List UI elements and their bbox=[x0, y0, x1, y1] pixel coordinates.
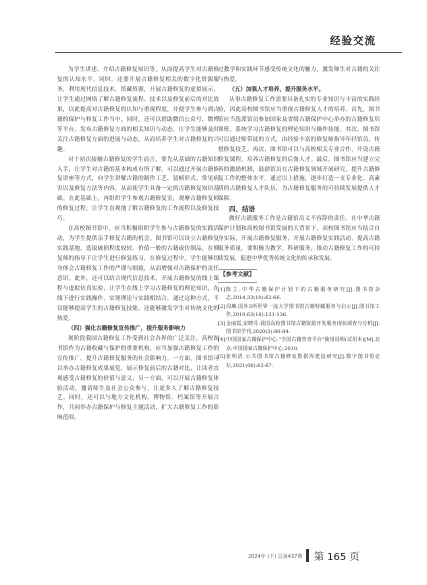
right-column bbox=[218, 66, 380, 370]
subsection-heading: （四）强化古籍修复宣传推广，提升服务影响力 bbox=[68, 325, 186, 332]
section-title: 经验交流 bbox=[330, 35, 376, 47]
reference-item bbox=[218, 336, 380, 353]
reference-text: 陈立.中华古籍保护计划下的古籍服务研究[J].图书馆杂志,2014,33(10):62-66. bbox=[226, 287, 380, 302]
reference-item bbox=[218, 353, 380, 370]
references bbox=[218, 269, 380, 370]
reference-number: [2] bbox=[218, 303, 226, 310]
body-paragraph: 现阶段我国古籍修复工作受到社会各界的广泛关注，高校图书馆作为古籍收藏与保护的重要机构，应当加强古籍修复工作的宣传推广，提升古籍修复服务的社会影响力。一方面，图书馆可以举办古籍修复成果展览，展示修复前后的古籍对比，让读者直观感受古籍修复的价值与意义；另一方面，可以开展古籍修复体验活动，邀请师生及社会公众参与，让更多人了解古籍修复技艺。同时，还可以与地方文化机构、博物馆、档案馆等开展合作，共同举办古籍保护与修复主题活动，扩大古籍修复工作的影响范围。 bbox=[57, 335, 219, 422]
issue-info: 2024年 (下) 总第437期 bbox=[248, 554, 303, 560]
reference-text: 周琳.国外3所世界一流大学图书馆古籍特藏服务与启示[J].图书馆工作,2019,63(18):131-136. bbox=[226, 303, 380, 319]
reference-item bbox=[218, 303, 380, 320]
page-footer bbox=[248, 548, 408, 564]
reference-item bbox=[218, 320, 380, 337]
reference-number: [3] bbox=[218, 320, 226, 327]
reference-text: 金丽霞,宋晓芬.我国高校图书馆古籍资源开发服务现状调查与分析[J].图书馆学刊,2020(3):80-84. bbox=[226, 320, 380, 336]
reference-number: [4] bbox=[218, 337, 226, 344]
left-column bbox=[57, 66, 219, 424]
body-paragraph: 为学生讲述、介绍古籍修复知识等，从而提高学生对古籍修复的认知水平。同时，还要开展古籍修复相关的数字化资源服务，利用现代信息技术、馆藏资源，开展古籍修复的虚拟展示，让学生通过网络了解古籍修复流程、技术以及修复前后的对比效果，以此提高对古籍修复的认知与重视程度，并使学生参与到古籍的保护与修复工作当中。同时，还可以借助微信公众号、微博等平台，发布古籍修复方面的相关知识与动态，让学生能够及时关注古籍修复方面的进展与动态，从而培养学生对古籍修复的兴趣。 bbox=[57, 67, 219, 153]
reference-text: 张明清.公共图书馆古籍修复数据库建设研究[J].数字图书馆论坛,2021(06):62-67. bbox=[226, 354, 380, 369]
body-paragraph: 过教学和实践环节感受传统文化的魅力，激发师生对古籍的关注与热爱。 bbox=[218, 67, 380, 83]
section-heading: 四、结语 bbox=[229, 205, 255, 214]
body-paragraph: 从事古籍修复工作需要具备扎实的专业知识与丰富的实践经验，因此高校图书馆应当重视古籍修复人才的培养。首先，图书馆应当选派馆员参加国家及省级古籍保护中心举办的古籍修复培训班，系统学习古籍修复的理论知识与操作技能。其次，图书馆可以通过师带徒的方式，由经验丰富的修复师指导年轻馆员，传授修复技艺。再次，图书馆可以与高校相关专业合作，开设古籍修复课程，培养古籍修复的后备人才。最后，图书馆应当建立完善的激励机制，鼓励馆员在古籍修复领域开展研究，提升古籍修复工作的整体水平。通过以上措施，逐步打造一支专业化、高素质的古籍修复人才队伍，为古籍修复服务的可持续发展提供人才保障。 bbox=[218, 96, 380, 203]
references-title: 【参考文献】 bbox=[218, 269, 257, 283]
page-number: 第 165 页 bbox=[314, 552, 360, 563]
reference-item bbox=[218, 286, 380, 303]
body-paragraph: 对于初次接触古籍修复的学生而言，要先从基础的古籍知识入手，让学生对古籍的基本构成有所了解。可以通过开展古籍修复讲座等方式，向学生讲解古籍的制作工艺、装帧形式、常见病害以及修复方法等内容，从而使学生具备一定的古籍修复知识基础。在此基础上，再组织学生参观古籍修复室，观摩古籍修复师的修复过程，让学生直观地了解古籍修复的工作流程以及修复技巧。 bbox=[57, 156, 219, 223]
reference-number: [5] bbox=[218, 354, 226, 361]
footer-bar-marker bbox=[306, 549, 309, 562]
header-divider bbox=[55, 52, 402, 53]
body-paragraph: 做好古籍服务工作是古籍馆员义不容辞的责任。在中华古籍保护计划和高校图书馆发展的大背景下，高校图书馆应当结合自身实际，开展古籍修复服务，开展古籍修复实践活动，提高古籍服务质量，要积极为教学、科研服务，推动古籍修复工作的可持续发展，促进中华优秀传统文化的传承和发展。 bbox=[218, 216, 380, 263]
reference-text: 中国国家古籍保护中心."全国古籍普查平台"使用说明(试用本)[M].北京:中国国家古籍保护中心,2010. bbox=[226, 337, 380, 352]
subsection-heading: （五）加强人才培养，提升服务水平。 bbox=[229, 86, 325, 93]
body-paragraph: 在高校图书馆中，应当积极组织学生参与古籍修复的实践活动，为学生提供亲手修复古籍的机会。图书馆可以设立古籍修复实践基地，选取破损程度较轻、价值一般的古籍或仿制品，在修复师的指导下让学生进行修复练习。在修复过程中，学生能够切身体会古籍修复工作的严谨与细致，从而增强对古籍保护的责任意识。此外，还可以结合现代信息技术，开展古籍修复的线上课程与虚拟仿真实验，让学生在线上学习古籍修复的理论知识，在线下进行实践操作，实现理论与实践相结合。通过这种方式，不仅能够提高学生的古籍修复技能，还能够激发学生对传统文化的热爱。 bbox=[57, 226, 219, 322]
reference-number: [1] bbox=[218, 287, 226, 294]
